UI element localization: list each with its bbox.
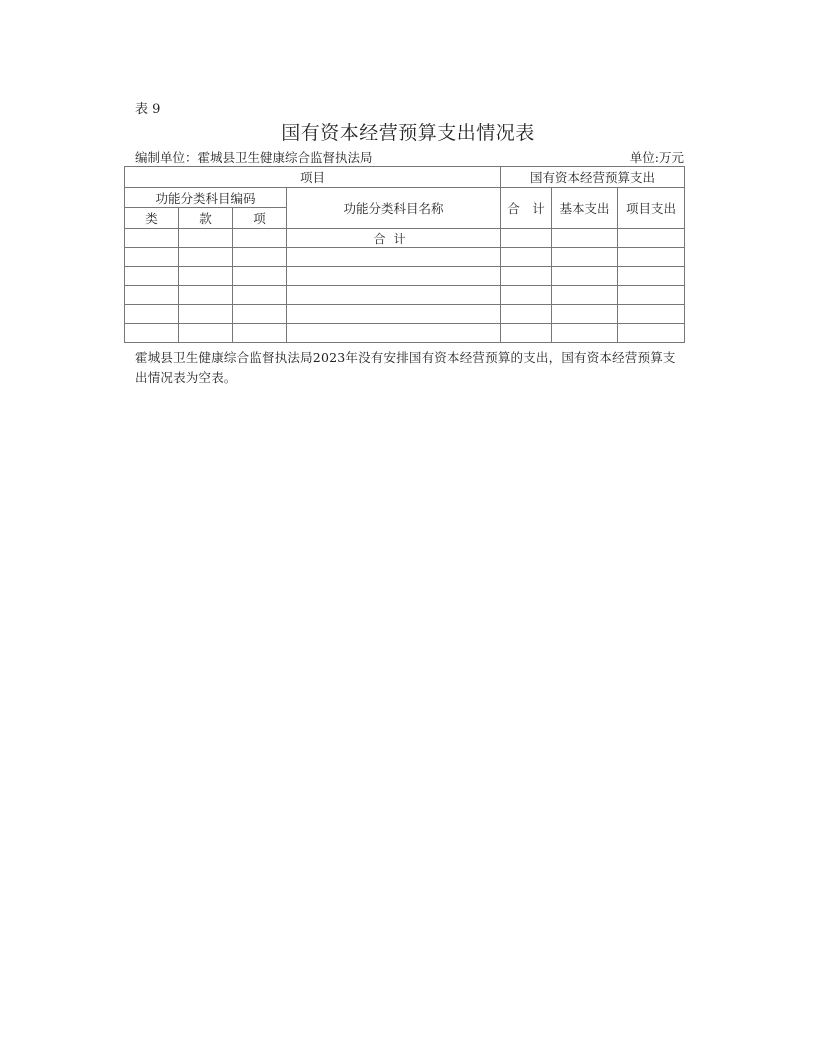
header-kuan: 款 <box>179 208 233 229</box>
table-cell <box>233 248 287 267</box>
table-cell <box>233 229 287 248</box>
table-number: 表 9 <box>135 102 161 117</box>
currency-unit: 单位:万元 <box>629 150 684 165</box>
table-cell <box>233 286 287 305</box>
table-cell <box>552 324 618 343</box>
header-project: 项目 <box>125 167 501 188</box>
table-row <box>125 267 685 286</box>
table-cell <box>287 324 501 343</box>
table-cell <box>287 248 501 267</box>
table-cell <box>179 305 233 324</box>
header-row-1 <box>125 167 685 188</box>
table-cell <box>125 248 179 267</box>
table-cell <box>552 248 618 267</box>
table-cell <box>618 324 685 343</box>
meta-row <box>135 148 684 166</box>
table-cell <box>618 286 685 305</box>
table-row <box>125 305 685 324</box>
table-cell <box>179 286 233 305</box>
table-cell <box>501 267 552 286</box>
table-cell <box>501 286 552 305</box>
table-cell <box>179 267 233 286</box>
table-cell <box>618 229 685 248</box>
header-lei: 类 <box>125 208 179 229</box>
table-cell <box>287 305 501 324</box>
header-expenditure: 国有资本经营预算支出 <box>501 167 685 188</box>
header-row-2 <box>125 188 685 208</box>
header-func-code: 功能分类科目编码 <box>125 188 287 208</box>
expenditure-table <box>124 166 685 343</box>
header-func-name: 功能分类科目名称 <box>287 188 501 229</box>
table-cell <box>233 267 287 286</box>
compiling-unit: 编制单位：霍城县卫生健康综合监督执法局 <box>135 150 373 165</box>
total-label-cell: 合计 <box>287 229 501 248</box>
table-cell <box>501 248 552 267</box>
document-title: 国有资本经营预算支出情况表 <box>281 122 535 144</box>
header-total: 合 计 <box>501 188 552 229</box>
table-cell <box>618 305 685 324</box>
table-cell <box>501 324 552 343</box>
table-cell <box>125 305 179 324</box>
table-cell <box>233 324 287 343</box>
table-cell <box>552 267 618 286</box>
table-row <box>125 286 685 305</box>
explanatory-note: 霍城县卫生健康综合监督执法局2023年没有安排国有资本经营预算的支出，国有资本经营预算支出情况表为空表。 <box>135 350 676 385</box>
table-cell <box>618 248 685 267</box>
table-cell <box>125 324 179 343</box>
table-cell <box>501 305 552 324</box>
table-cell <box>125 286 179 305</box>
table-cell <box>287 267 501 286</box>
table-cell <box>552 286 618 305</box>
table-cell <box>552 229 618 248</box>
header-basic: 基本支出 <box>552 188 618 229</box>
table-cell <box>125 229 179 248</box>
table-cell <box>287 286 501 305</box>
header-xiang: 项 <box>233 208 287 229</box>
table-cell <box>233 305 287 324</box>
table-cell <box>501 229 552 248</box>
table-cell <box>125 267 179 286</box>
table-row <box>125 248 685 267</box>
table-row <box>125 229 685 248</box>
table-cell <box>179 324 233 343</box>
header-project-expenditure: 项目支出 <box>618 188 685 229</box>
table-cell <box>179 229 233 248</box>
table-cell <box>552 305 618 324</box>
table-cell <box>618 267 685 286</box>
table-cell <box>179 248 233 267</box>
table-row <box>125 324 685 343</box>
